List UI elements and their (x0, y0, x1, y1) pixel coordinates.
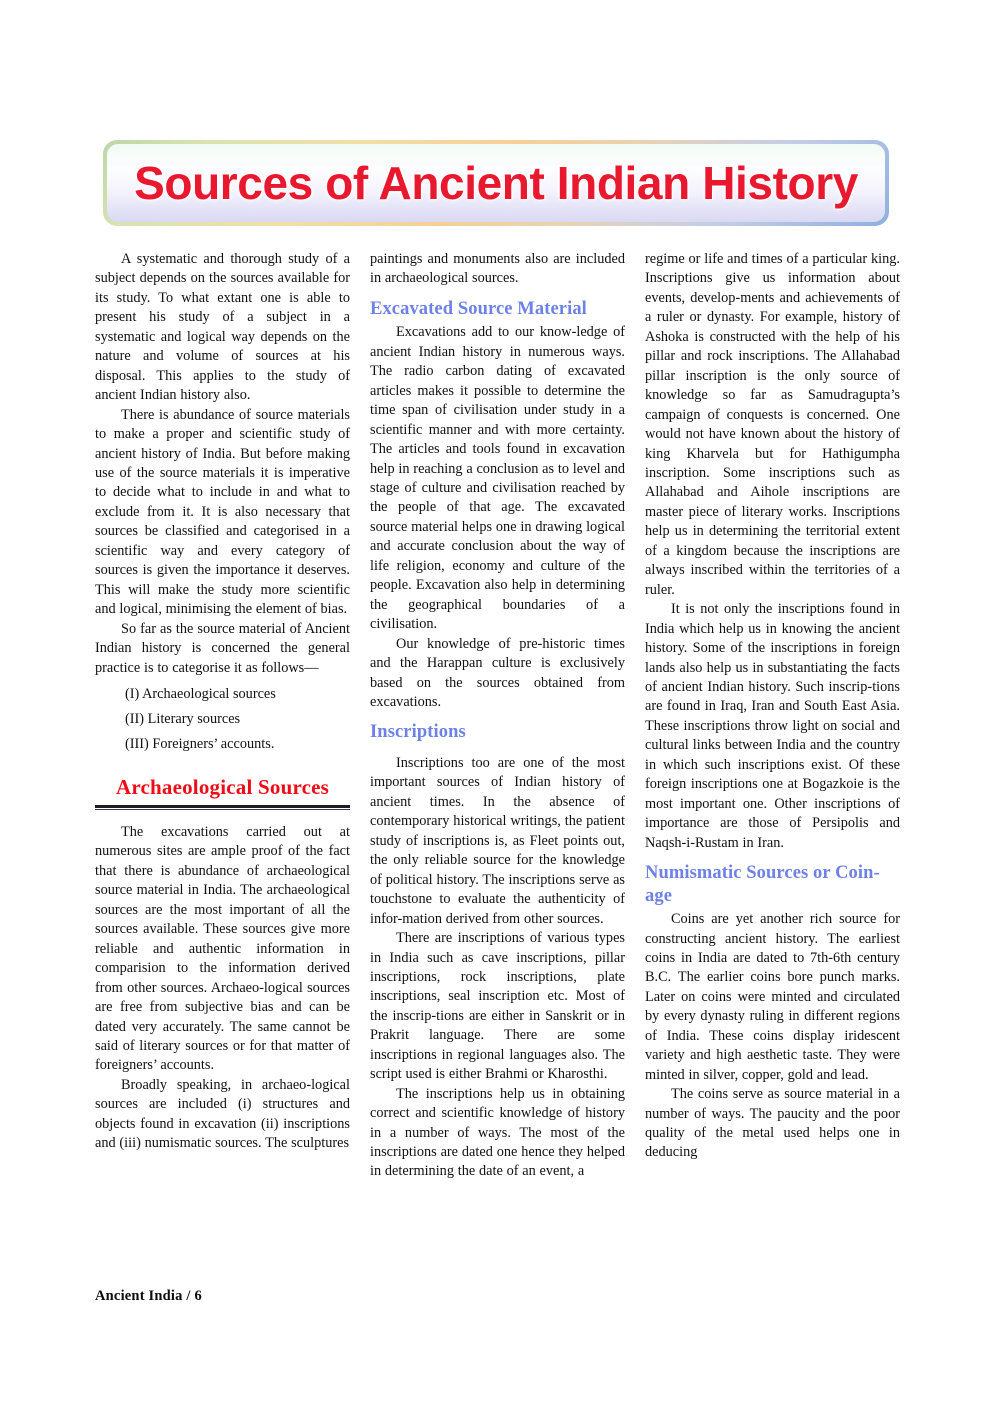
paragraph: There are inscriptions of various types in India such as cave inscriptions, pillar inscriptions, rock inscriptions, plate inscriptions, seal inscription etc. Most of the inscrip-tions are either in Sanskrit or in Prakrit language. There are some inscriptions in regional languages also. The script used is either Brahmi or Kharosthi. (370, 930, 625, 1083)
paragraph: Excavations add to our know-ledge of ancient Indian history in numerous ways. The radio carbon dating of excavated articles makes it possible to determine the time span of civilisation under study in a scientific manner and with more certainty. The articles and tools found in excavation help in reaching a conclusion as to level and stage of culture and civilisation reached by the people of that age. The excavated source material helps one in drawing logical and accurate conclusion about the way of life religion, economy and culture of the people. Excavation also help in determining the geographical boundaries of a civilisation. (370, 324, 625, 633)
paragraph: It is not only the inscriptions found in India which help us in knowing the ancient history. Some of the inscriptions in foreign lands also help us in substantiating the facts of ancient Indian history. Such inscrip-tions are found in Iraq, Iran and South East Asia. These inscriptions throw light on social and cultural links between India and the country in which such inscriptions exist. Of these foreign inscriptions one at Bogazkoie is the most important one. Other inscriptions of importance are those of Persipolis and Naqsh-i-Rustam in Iran. (645, 601, 900, 851)
list-item: (III) Foreigners’ accounts. (125, 735, 275, 752)
three-column-text-body (95, 250, 900, 1265)
paragraph: There is abundance of source materials to make a proper and scientific study of ancient history of India. But before making use of the source materials it is imperative to decide what to include in and what to exclude from it. It is also necessary that sources be classified and categorised in a scientific way and every category of sources is given the importance it deserves. This will make the study more scientific and logical, minimising the element of bias. (95, 406, 350, 618)
section-heading-archaeological-sources: Archaeological Sources (115, 774, 330, 799)
column-2 (370, 250, 625, 1265)
paragraph-continuation: paintings and monuments also are included in archaeological sources. (370, 251, 625, 287)
spacer (370, 747, 625, 754)
paragraph: The excavations carried out at numerous sites are ample proof of the fact that there is abundance of archaeological source material in India. The archaeological sources are the most important of all the sources available. These sources give more reliable and authentic information in comparision to the information derived from other sources. Archaeo-logical sources are free from subjective bias and can be dated very accurately. The same cannot be said of literary sources or for that matter of foreigners’ accounts. (95, 823, 350, 1074)
paragraph: Our knowledge of pre-historic times and the Harappan culture is exclusively based on the sources obtained from excavations. (370, 635, 625, 711)
spacer (95, 810, 350, 823)
paragraph: So far as the source material of Ancient Indian history is concerned the general practice is to categorise it as follows— (95, 620, 350, 676)
paragraph: Coins are yet another rich source for constructing ancient history. The earliest coins in India are dated to 7th-6th century B.C. The earlier coins bore punch marks. Later on coins were minted and circulated by every dynasty ruling in different regions of India. These coins display iridescent variety and high aesthetic taste. They were minted in silver, copper, gold and lead. (645, 911, 900, 1083)
sub-heading-inscriptions: Inscriptions (370, 722, 466, 743)
list-item: (I) Archaeological sources (125, 685, 276, 702)
list-item: (II) Literary sources (125, 710, 241, 727)
page-footer: Ancient India / 6 (95, 1288, 202, 1304)
paragraph: Inscriptions too are one of the most important sources of Indian history of ancient times. In the absence of contemporary historical writings, the patient study of inscriptions is, as Fleet points out, the only reliable source for the knowledge of political history. The inscriptions serve as touchstone to evaluate the authenticity of infor-mation derived from other sources. (370, 754, 625, 927)
paragraph: A systematic and thorough study of a subject depends on the sources available for its study. To what extant one is able to present his study of a subject in a systematic and logical way depends on the nature and volume of sources at his disposal. This applies to the study of ancient Indian history also. (95, 251, 350, 404)
sub-heading-numismatic-sources-or-coinage: Numismatic Sources or Coin-age (645, 863, 880, 906)
column-1 (95, 250, 350, 1265)
sub-heading-excavated-source-material: Excavated Source Material (370, 298, 587, 319)
title-banner (103, 140, 889, 226)
paragraph: The inscriptions help us in obtaining correct and scientific knowledge of history in a number of ways. The most of the inscriptions are dated one hence they helped in determining the date of an event, a (370, 1085, 625, 1180)
column-3 (645, 250, 900, 1265)
page-title: Sources of Ancient Indian History (134, 157, 858, 209)
title-banner-inner (107, 144, 885, 222)
paragraph: The coins serve as source material in a number of ways. The paucity and the poor quality of the metal used helps one in deducing (645, 1086, 900, 1161)
paragraph-continuation: regime or life and times of a particular king. Inscriptions give us information about events, develop-ments and achievements of a ruler or dynasty. For example, history of Ashoka is constructed with the help of his pillar and rock inscriptions. The Allahabad pillar inscription is the only source of knowledge so far as Samudragupta’s campaign of conquests is concerned. One would not have known about the history of king Kharvela but for Hathigumpha inscription. Some inscriptions such as Allahabad and Aihole inscriptions are master piece of literary works. Inscriptions help us in determining the territorial extent of a kingdom because the inscriptions are always inscribed within the territories of a ruler. (645, 251, 900, 598)
paragraph: Broadly speaking, in archaeo-logical sources are included (i) structures and objects found in excavation (ii) inscriptions and (iii) numismatic sources. The sculptures (95, 1076, 350, 1152)
